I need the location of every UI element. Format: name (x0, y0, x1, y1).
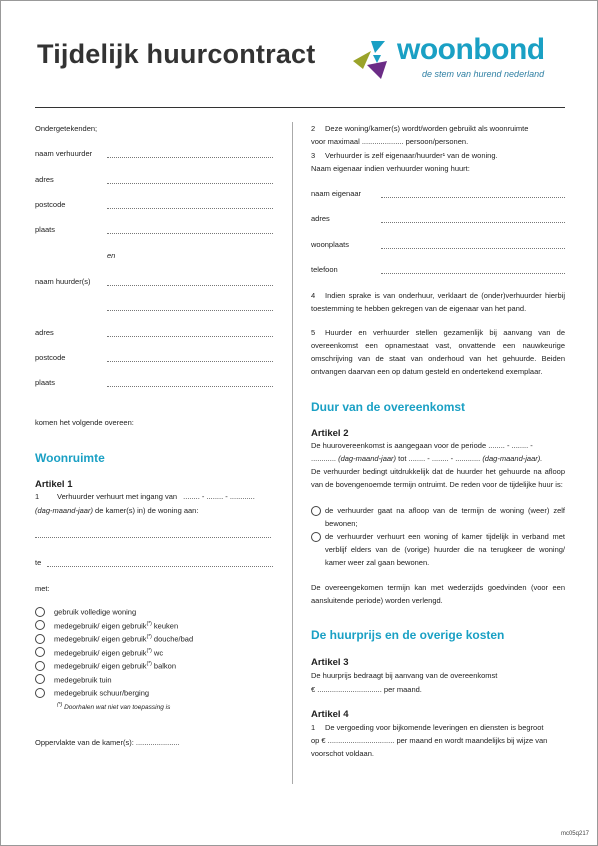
naam-eigenaar-field[interactable] (381, 197, 565, 198)
woonbond-logo (351, 33, 566, 83)
woonruimte-heading: Woonruimte (35, 451, 105, 465)
a4-line2: op € ................................ per maand en wordt maandelijks bij wijze van (311, 736, 548, 745)
option-label: medegebruik/ eigen gebruik (54, 634, 147, 644)
p3-line (311, 149, 498, 162)
option-radio[interactable] (35, 620, 45, 630)
plaats-label: plaats (35, 225, 56, 234)
p2-line1 (311, 122, 528, 135)
option-radio[interactable] (35, 634, 45, 644)
reason2 (311, 530, 565, 569)
artikel3-heading: Artikel 3 (311, 657, 349, 668)
woning-field[interactable] (35, 537, 271, 538)
naam-huurder-field-2[interactable] (107, 310, 273, 311)
adres2-field[interactable] (107, 336, 273, 337)
oppervlakte-text: Oppervlakte van de kamer(s): ..................... (35, 738, 180, 747)
p4-text: Indien sprake is van onderhuur, verklaart de (onder)verhuurder hierbij toestemming te hebben gekregen van de eigenaar van het pand. (311, 291, 565, 313)
huurprijs-heading: De huurprijs en de overige kosten (311, 628, 505, 642)
naam-huurder-label: naam huurder(s) (35, 277, 91, 286)
naam-huurder-field[interactable] (107, 285, 273, 286)
option-item (35, 658, 176, 673)
duur-heading: Duur van de overeenkomst (311, 400, 466, 414)
telefoon-field[interactable] (381, 273, 565, 274)
woonplaats-field[interactable] (381, 248, 565, 249)
option-item (35, 672, 112, 687)
plaats2-label: plaats (35, 378, 56, 387)
option-label: gebruik volledige woning (54, 607, 137, 617)
option-label: medegebruik/ eigen gebruik (54, 648, 147, 657)
woonplaats-label: woonplaats (311, 240, 349, 249)
en-label: en (107, 251, 116, 260)
postcode-label: postcode (35, 200, 66, 209)
postcode-field[interactable] (107, 208, 273, 209)
option-sup: (*) (146, 620, 152, 627)
eigenaar-adres-label: adres (311, 214, 330, 223)
option-item (35, 631, 193, 646)
option-radio[interactable] (35, 607, 45, 617)
p4-num: 4 (311, 291, 316, 300)
a4-text: De vergoeding voor bijkomende leveringen en diensten is begroot (325, 723, 544, 732)
logo-tagline: de stem van hurend nederland (422, 69, 545, 79)
logo-name: woonbond (397, 33, 545, 66)
option-item (35, 618, 178, 633)
eigenaar-adres-field[interactable] (381, 222, 565, 223)
a4-num: 1 (311, 723, 316, 732)
a2-end: De overeengekomen termijn kan met wederzijds goedvinden (voor een aansluitende periode) worden verlengd. (311, 583, 565, 605)
te-field[interactable] (47, 566, 273, 567)
p5-text: Huurder en verhuurder stellen gezamenlijk bij aanvang van de overeenkomst een opnamestaat vast, onvattende een nauwkeurige omschrijving van de staat van onderhoud van het gehuurde. Beiden ontvangen daarvan een op datum gesteld en ondertekend exemplaar. (311, 328, 565, 376)
ondergetekenden-label: Ondergetekenden; (35, 124, 98, 133)
p4-paragraph (311, 289, 565, 315)
option-item (35, 604, 136, 619)
a1-text: Verhuurder verhuurt met ingang van (57, 492, 178, 501)
option-suffix: wc (151, 648, 164, 657)
a2-line2 (311, 452, 542, 465)
option-label: medegebruik tuin (54, 675, 112, 684)
adres2-label: adres (35, 328, 54, 337)
option-label: medegebruik/ eigen gebruik (54, 621, 147, 630)
te-label: te (35, 558, 42, 567)
option-suffix: keuken (151, 621, 179, 630)
a4-line3: voorschot voldaan. (311, 749, 374, 758)
p2-text: Deze woning/kamer(s) wordt/worden gebruikt als woonruimte (325, 124, 529, 133)
a4-line1 (311, 721, 543, 734)
p5-num: 5 (311, 328, 316, 337)
telefoon-label: telefoon (311, 265, 338, 274)
artikel2-heading: Artikel 2 (311, 428, 349, 439)
page-title: Tijdelijk huurcontract (37, 39, 316, 69)
option-radio[interactable] (35, 647, 45, 657)
a2-hint2: (dag-maand-jaar). (482, 454, 543, 463)
p2-num: 2 (311, 124, 316, 133)
reason1 (311, 504, 565, 530)
reason1-radio[interactable] (311, 506, 321, 516)
p5-paragraph (311, 326, 565, 378)
artikel1-line1 (35, 490, 255, 503)
option-suffix: balkon (151, 661, 177, 671)
footnote-mark: (*) (57, 702, 63, 708)
a1-date-hint: (dag-maand-jaar) (35, 506, 93, 515)
artikel1-heading: Artikel 1 (35, 479, 73, 490)
p3-text: Verhuurder is zelf eigenaar/huurder¹ van de woning. (325, 151, 498, 160)
column-divider (292, 122, 293, 784)
option-suffix: douche/bad (151, 634, 194, 644)
p3-sub: Naam eigenaar indien verhuurder woning huurt: (311, 164, 470, 173)
postcode2-label: postcode (35, 353, 66, 362)
reason1-text: de verhuurder gaat na afloop van de termijn de woning (weer) zelf bewonen; (325, 506, 565, 528)
plaats2-field[interactable] (107, 386, 273, 387)
option-label: medegebruik schuur/berging (54, 688, 150, 698)
a1-num: 1 (35, 492, 40, 501)
option-radio[interactable] (35, 688, 45, 698)
logo-mark-icon (351, 37, 397, 83)
adres-field[interactable] (107, 183, 273, 184)
option-radio[interactable] (35, 661, 45, 671)
overeen-text: komen het volgende overeen: (35, 418, 134, 427)
naam-verhuurder-field[interactable] (107, 157, 273, 158)
a2-hint: (dag-maand-jaar) (338, 454, 397, 463)
artikel4-heading: Artikel 4 (311, 709, 349, 720)
plaats-field[interactable] (107, 233, 273, 234)
postcode2-field[interactable] (107, 361, 273, 362)
artikel1-line2 (35, 504, 198, 517)
footnote (57, 699, 170, 714)
a2-paragraph: De verhuurder bedingt uitdrukkelijk dat de huurder het gehuurde na afloop van de bovengenoemde termijn ontruimt. De reden voor de tijdelijke huur is: (311, 467, 565, 489)
a2-line1: De huurovereenkomst is aangegaan voor de periode ........ - ........ - (311, 441, 533, 450)
option-item (35, 645, 163, 660)
a3-line2: € ............................... per maand. (311, 685, 422, 694)
document-code: mc05q217 (560, 831, 589, 837)
a1-rest: de kamer(s) in) de woning aan: (92, 506, 199, 515)
option-label: medegebruik/ eigen gebruik (54, 661, 147, 671)
option-item (35, 685, 149, 700)
a1-date: ........ - ........ - ............ (183, 492, 255, 501)
a2-line2b: tot ........ - ........ - ............ (396, 454, 483, 463)
option-sup: (*) (146, 647, 152, 654)
reason2-text: de verhuurder verhuurt een woning of kamer tijdelijk in verband met verblijf elders van de (vorige) huurder die na terugkeer de woning/ kamer weer zal gaan bewonen. (325, 532, 565, 567)
p2-line2: voor maximaal .................... persoon/personen. (311, 137, 469, 146)
header-divider (35, 107, 565, 108)
naam-verhuurder-label: naam verhuurder (35, 149, 93, 158)
adres-label: adres (35, 175, 54, 184)
option-sup: (*) (146, 634, 152, 640)
reason2-radio[interactable] (311, 532, 321, 542)
a2-line2a: ............ (311, 454, 339, 463)
p3-num: 3 (311, 151, 316, 160)
naam-eigenaar-label: naam eigenaar (311, 189, 362, 198)
option-sup: (*) (146, 661, 152, 667)
a3-line1: De huurprijs bedraagt bij aanvang van de overeenkomst (311, 671, 498, 680)
footnote-text: Doorhalen wat niet van toepassing is (62, 704, 171, 712)
option-radio[interactable] (35, 674, 45, 684)
met-label: met: (35, 584, 50, 593)
